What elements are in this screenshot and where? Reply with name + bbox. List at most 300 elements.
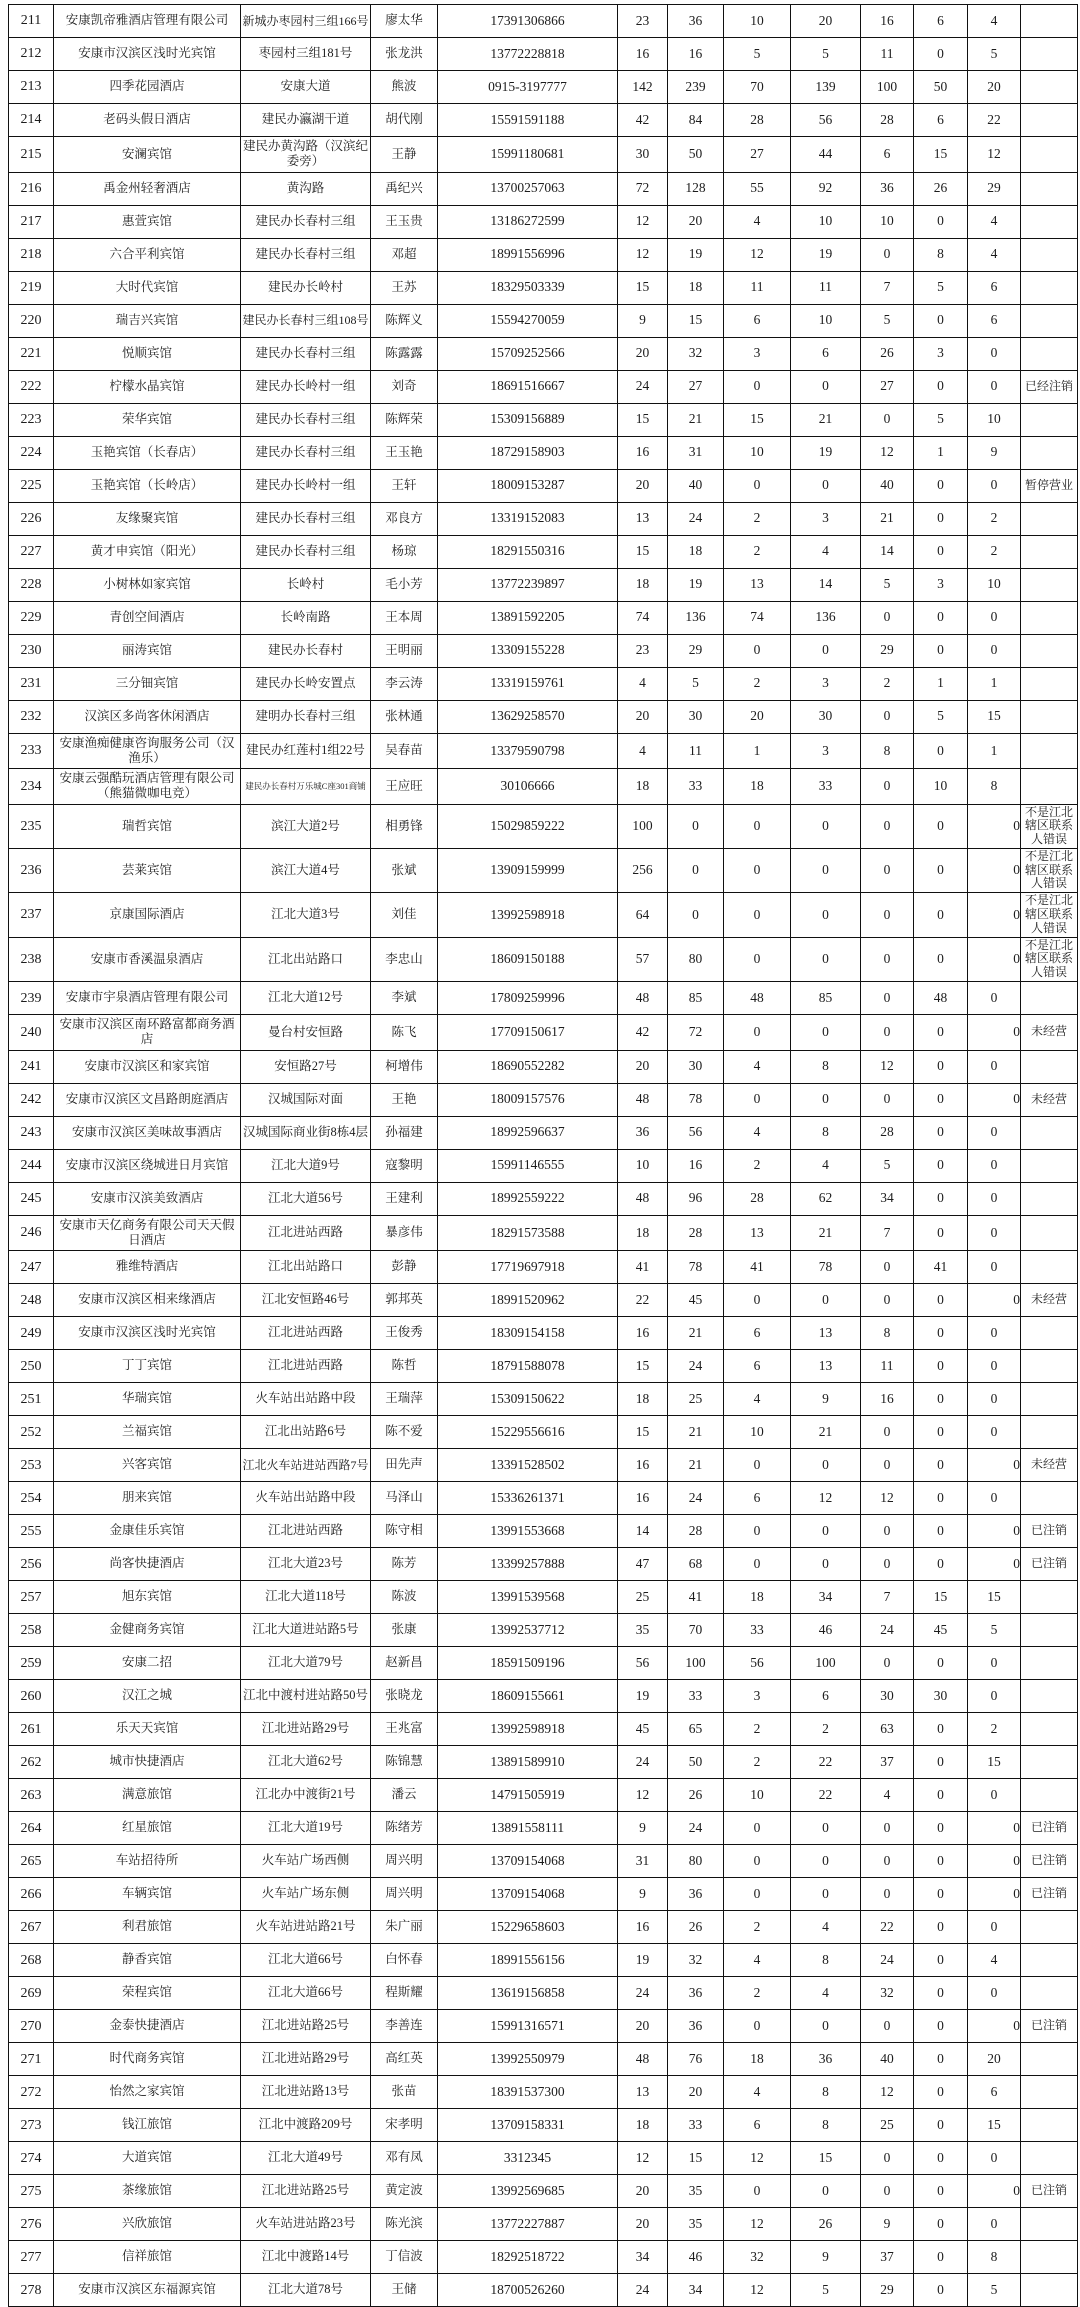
count-value-cell: 4	[968, 5, 1021, 38]
count-value-cell: 32	[668, 1944, 724, 1977]
count-value-cell: 41	[914, 1251, 968, 1284]
remark-cell	[1021, 982, 1078, 1015]
count-value-cell: 0	[968, 2208, 1021, 2241]
remark-cell	[1021, 38, 1078, 71]
count-value-cell: 13	[724, 1215, 791, 1251]
table-row	[9, 769, 1078, 805]
count-value-cell: 5	[724, 38, 791, 71]
address-cell: 建民办长岭村一组	[241, 370, 371, 403]
count-value-cell: 0	[914, 304, 968, 337]
count-value-cell: 16	[861, 5, 914, 38]
count-value-cell: 72	[668, 1015, 724, 1051]
phone-number-cell: 15594270059	[438, 304, 618, 337]
count-value-cell: 62	[791, 1182, 861, 1215]
count-value-cell: 7	[861, 271, 914, 304]
count-value-cell: 26	[861, 337, 914, 370]
row-number-cell: 254	[9, 1482, 54, 1515]
count-value-cell: 13	[791, 1350, 861, 1383]
count-value-cell: 21	[791, 403, 861, 436]
phone-number-cell: 13992569685	[438, 2175, 618, 2208]
count-value-cell: 4	[724, 1944, 791, 1977]
count-value-cell: 18	[618, 2109, 668, 2142]
count-value-cell: 2	[968, 535, 1021, 568]
table-row	[9, 1581, 1078, 1614]
count-value-cell: 12	[724, 2142, 791, 2175]
count-value-cell: 20	[618, 2175, 668, 2208]
contact-name-cell: 赵新昌	[371, 1647, 438, 1680]
count-value-cell: 36	[668, 2010, 724, 2043]
remark-cell	[1021, 1911, 1078, 1944]
count-value-cell: 0	[914, 893, 968, 937]
contact-name-cell: 陈光滨	[371, 2208, 438, 2241]
hotel-name-cell: 青创空间酒店	[54, 601, 241, 634]
row-number-cell: 276	[9, 2208, 54, 2241]
count-value-cell: 5	[791, 38, 861, 71]
count-value-cell: 19	[618, 1944, 668, 1977]
hotel-name-cell: 荣程宾馆	[54, 1977, 241, 2010]
count-value-cell: 5	[968, 2274, 1021, 2307]
count-value-cell: 24	[861, 1614, 914, 1647]
count-value-cell: 2	[724, 535, 791, 568]
count-value-cell: 20	[668, 2076, 724, 2109]
count-value-cell: 40	[861, 469, 914, 502]
count-value-cell: 63	[861, 1713, 914, 1746]
count-value-cell: 0	[914, 1116, 968, 1149]
count-value-cell: 7	[861, 1581, 914, 1614]
table-row	[9, 601, 1078, 634]
hotel-name-cell: 雅维特酒店	[54, 1251, 241, 1284]
count-value-cell: 0	[914, 1812, 968, 1845]
phone-number-cell: 13309155228	[438, 634, 618, 667]
count-value-cell: 23	[618, 5, 668, 38]
hotel-name-cell: 大道宾馆	[54, 2142, 241, 2175]
table-row	[9, 893, 1078, 937]
count-value-cell: 256	[618, 848, 668, 892]
table-row	[9, 502, 1078, 535]
contact-name-cell: 陈辉荣	[371, 403, 438, 436]
count-value-cell: 0	[724, 370, 791, 403]
count-value-cell: 48	[618, 1182, 668, 1215]
count-value-cell: 100	[861, 71, 914, 104]
count-value-cell: 76	[668, 2043, 724, 2076]
count-value-cell: 9	[791, 2241, 861, 2274]
count-value-cell: 0	[861, 1515, 914, 1548]
remark-cell: 不是江北辖区联系人错误	[1021, 893, 1078, 937]
contact-name-cell: 陈不爱	[371, 1416, 438, 1449]
contact-name-cell: 李善连	[371, 2010, 438, 2043]
phone-number-cell: 13772227887	[438, 2208, 618, 2241]
address-cell: 江北大道3号	[241, 893, 371, 937]
count-value-cell: 0	[914, 502, 968, 535]
hotel-name-cell: 瑞吉兴宾馆	[54, 304, 241, 337]
count-value-cell: 10	[914, 769, 968, 805]
count-value-cell: 4	[861, 1779, 914, 1812]
count-value-cell: 20	[791, 5, 861, 38]
count-value-cell: 0	[968, 1149, 1021, 1182]
count-value-cell: 85	[791, 982, 861, 1015]
count-value-cell: 18	[668, 535, 724, 568]
address-cell: 枣园村三组181号	[241, 38, 371, 71]
contact-name-cell: 张斌	[371, 848, 438, 892]
contact-name-cell: 王应旺	[371, 769, 438, 805]
remark-cell: 已注销	[1021, 2175, 1078, 2208]
contact-name-cell: 黄定波	[371, 2175, 438, 2208]
count-value-cell: 0	[914, 1149, 968, 1182]
count-value-cell: 10	[724, 436, 791, 469]
remark-cell: 已经注销	[1021, 370, 1078, 403]
contact-name-cell: 王苏	[371, 271, 438, 304]
count-value-cell: 12	[861, 1482, 914, 1515]
hotel-name-cell: 静香宾馆	[54, 1944, 241, 1977]
count-value-cell: 0	[668, 893, 724, 937]
count-value-cell: 11	[861, 38, 914, 71]
table-row	[9, 733, 1078, 769]
count-value-cell: 34	[618, 2241, 668, 2274]
count-value-cell: 26	[668, 1911, 724, 1944]
count-value-cell: 0	[968, 1182, 1021, 1215]
phone-number-cell: 13992537712	[438, 1614, 618, 1647]
table-row	[9, 2208, 1078, 2241]
phone-number-cell: 18691516667	[438, 370, 618, 403]
count-value-cell: 36	[668, 5, 724, 38]
row-number-cell: 264	[9, 1812, 54, 1845]
remark-cell	[1021, 337, 1078, 370]
contact-name-cell: 周兴明	[371, 1878, 438, 1911]
row-number-cell: 217	[9, 205, 54, 238]
remark-cell	[1021, 403, 1078, 436]
count-value-cell: 0	[914, 1317, 968, 1350]
address-cell: 江北中渡路14号	[241, 2241, 371, 2274]
count-value-cell: 80	[668, 1845, 724, 1878]
count-value-cell: 0	[791, 634, 861, 667]
count-value-cell: 0	[968, 634, 1021, 667]
table-row	[9, 104, 1078, 137]
count-value-cell: 0	[968, 1083, 1021, 1116]
count-value-cell: 24	[618, 1977, 668, 2010]
remark-cell	[1021, 1149, 1078, 1182]
table-row	[9, 1182, 1078, 1215]
hotel-name-cell: 小树林如家宾馆	[54, 568, 241, 601]
count-value-cell: 0	[791, 370, 861, 403]
count-value-cell: 0	[914, 1050, 968, 1083]
count-value-cell: 78	[791, 1251, 861, 1284]
count-value-cell: 16	[618, 436, 668, 469]
count-value-cell: 0	[914, 2241, 968, 2274]
count-value-cell: 0	[968, 1284, 1021, 1317]
remark-cell: 不是江北辖区联系人错误	[1021, 804, 1078, 848]
count-value-cell: 24	[668, 502, 724, 535]
count-value-cell: 0	[914, 1350, 968, 1383]
row-number-cell: 219	[9, 271, 54, 304]
hotel-name-cell: 四季花园酒店	[54, 71, 241, 104]
table-row	[9, 1215, 1078, 1251]
phone-number-cell: 17709150617	[438, 1015, 618, 1051]
count-value-cell: 0	[968, 1812, 1021, 1845]
row-number-cell: 230	[9, 634, 54, 667]
count-value-cell: 35	[668, 2175, 724, 2208]
row-number-cell: 248	[9, 1284, 54, 1317]
phone-number-cell: 13991553668	[438, 1515, 618, 1548]
count-value-cell: 26	[791, 2208, 861, 2241]
count-value-cell: 15	[914, 137, 968, 173]
remark-cell	[1021, 667, 1078, 700]
count-value-cell: 45	[618, 1713, 668, 1746]
count-value-cell: 78	[668, 1083, 724, 1116]
count-value-cell: 10	[618, 1149, 668, 1182]
table-row	[9, 2109, 1078, 2142]
count-value-cell: 0	[724, 2175, 791, 2208]
count-value-cell: 6	[968, 271, 1021, 304]
count-value-cell: 139	[791, 71, 861, 104]
count-value-cell: 30	[861, 1680, 914, 1713]
address-cell: 火车站广场东侧	[241, 1878, 371, 1911]
phone-number-cell: 17719697918	[438, 1251, 618, 1284]
contact-name-cell: 寇黎明	[371, 1149, 438, 1182]
count-value-cell: 33	[668, 2109, 724, 2142]
contact-name-cell: 张康	[371, 1614, 438, 1647]
count-value-cell: 46	[668, 2241, 724, 2274]
count-value-cell: 45	[668, 1284, 724, 1317]
count-value-cell: 0	[861, 1878, 914, 1911]
hotel-name-cell: 安康市汉滨区和家宾馆	[54, 1050, 241, 1083]
count-value-cell: 21	[861, 502, 914, 535]
count-value-cell: 15	[968, 2109, 1021, 2142]
remark-cell	[1021, 1416, 1078, 1449]
count-value-cell: 12	[724, 2274, 791, 2307]
address-cell: 江北出站路口	[241, 937, 371, 981]
phone-number-cell: 17809259996	[438, 982, 618, 1015]
count-value-cell: 0	[724, 1548, 791, 1581]
row-number-cell: 226	[9, 502, 54, 535]
count-value-cell: 6	[968, 2076, 1021, 2109]
hotel-name-cell: 金健商务宾馆	[54, 1614, 241, 1647]
count-value-cell: 45	[914, 1614, 968, 1647]
count-value-cell: 72	[618, 172, 668, 205]
contact-name-cell: 张晓龙	[371, 1680, 438, 1713]
phone-number-cell: 18009157576	[438, 1083, 618, 1116]
table-row	[9, 568, 1078, 601]
count-value-cell: 0	[914, 1182, 968, 1215]
remark-cell	[1021, 205, 1078, 238]
table-row	[9, 937, 1078, 981]
count-value-cell: 6	[724, 1317, 791, 1350]
hotel-name-cell: 时代商务宾馆	[54, 2043, 241, 2076]
row-number-cell: 214	[9, 104, 54, 137]
count-value-cell: 48	[724, 982, 791, 1015]
count-value-cell: 74	[724, 601, 791, 634]
hotel-name-cell: 汉滨区多尚客休闲酒店	[54, 700, 241, 733]
count-value-cell: 0	[914, 2043, 968, 2076]
count-value-cell: 35	[618, 1614, 668, 1647]
count-value-cell: 27	[861, 370, 914, 403]
table-row	[9, 1116, 1078, 1149]
hotel-name-cell: 黄才申宾馆（阳光）	[54, 535, 241, 568]
count-value-cell: 4	[968, 238, 1021, 271]
contact-name-cell: 刘佳	[371, 893, 438, 937]
hotel-name-cell: 安康市汉滨区南环路富都商务酒店	[54, 1015, 241, 1051]
count-value-cell: 25	[618, 1581, 668, 1614]
count-value-cell: 18	[724, 1581, 791, 1614]
count-value-cell: 3	[791, 733, 861, 769]
row-number-cell: 243	[9, 1116, 54, 1149]
address-cell: 江北进站西路	[241, 1215, 371, 1251]
count-value-cell: 9	[618, 304, 668, 337]
count-value-cell: 15	[968, 700, 1021, 733]
count-value-cell: 0	[861, 1647, 914, 1680]
count-value-cell: 84	[668, 104, 724, 137]
hotel-name-cell: 安康市汉滨区浅时光宾馆	[54, 1317, 241, 1350]
address-cell: 江北安恒路46号	[241, 1284, 371, 1317]
remark-cell	[1021, 1746, 1078, 1779]
contact-name-cell: 王艳	[371, 1083, 438, 1116]
contact-name-cell: 刘奇	[371, 370, 438, 403]
address-cell: 江北大道9号	[241, 1149, 371, 1182]
count-value-cell: 0	[914, 1215, 968, 1251]
table-row	[9, 2274, 1078, 2307]
address-cell: 江北进站路29号	[241, 1713, 371, 1746]
table-row	[9, 137, 1078, 173]
phone-number-cell: 13186272599	[438, 205, 618, 238]
row-number-cell: 236	[9, 848, 54, 892]
address-cell: 江北大道49号	[241, 2142, 371, 2175]
contact-name-cell: 王本周	[371, 601, 438, 634]
count-value-cell: 0	[724, 1878, 791, 1911]
count-value-cell: 2	[724, 1977, 791, 2010]
row-number-cell: 231	[9, 667, 54, 700]
address-cell: 江北大道19号	[241, 1812, 371, 1845]
count-value-cell: 47	[618, 1548, 668, 1581]
row-number-cell: 255	[9, 1515, 54, 1548]
count-value-cell: 0	[791, 893, 861, 937]
table-row	[9, 1251, 1078, 1284]
remark-cell	[1021, 1050, 1078, 1083]
count-value-cell: 0	[968, 1015, 1021, 1051]
count-value-cell: 16	[668, 38, 724, 71]
remark-cell	[1021, 304, 1078, 337]
count-value-cell: 12	[724, 2208, 791, 2241]
table-row	[9, 2142, 1078, 2175]
count-value-cell: 0	[914, 1779, 968, 1812]
contact-name-cell: 田先声	[371, 1449, 438, 1482]
count-value-cell: 2	[724, 502, 791, 535]
count-value-cell: 11	[861, 1350, 914, 1383]
count-value-cell: 4	[724, 1116, 791, 1149]
address-cell: 江北大道79号	[241, 1647, 371, 1680]
count-value-cell: 0	[914, 1878, 968, 1911]
contact-name-cell: 胡代刚	[371, 104, 438, 137]
hotel-name-cell: 安康二招	[54, 1647, 241, 1680]
table-row	[9, 1647, 1078, 1680]
contact-name-cell: 邓超	[371, 238, 438, 271]
count-value-cell: 0	[968, 893, 1021, 937]
count-value-cell: 0	[861, 1845, 914, 1878]
count-value-cell: 19	[618, 1680, 668, 1713]
table-row	[9, 982, 1078, 1015]
table-row	[9, 1083, 1078, 1116]
address-cell: 火车站进站路21号	[241, 1911, 371, 1944]
count-value-cell: 5	[914, 403, 968, 436]
remark-cell	[1021, 137, 1078, 173]
count-value-cell: 22	[791, 1746, 861, 1779]
count-value-cell: 19	[791, 436, 861, 469]
row-number-cell: 246	[9, 1215, 54, 1251]
count-value-cell: 0	[968, 1215, 1021, 1251]
address-cell: 建民办红莲村1组22号	[241, 733, 371, 769]
remark-cell	[1021, 1713, 1078, 1746]
count-value-cell: 36	[668, 1977, 724, 2010]
address-cell: 火车站出站路中段	[241, 1383, 371, 1416]
remark-cell: 已注销	[1021, 1812, 1078, 1845]
contact-name-cell: 周兴明	[371, 1845, 438, 1878]
count-value-cell: 0	[968, 2175, 1021, 2208]
count-value-cell: 6	[724, 2109, 791, 2142]
count-value-cell: 18	[618, 568, 668, 601]
count-value-cell: 0	[914, 937, 968, 981]
count-value-cell: 64	[618, 893, 668, 937]
table-row	[9, 1317, 1078, 1350]
table-row	[9, 1845, 1078, 1878]
contact-name-cell: 王明丽	[371, 634, 438, 667]
count-value-cell: 0	[861, 769, 914, 805]
phone-number-cell: 13992598918	[438, 1713, 618, 1746]
remark-cell	[1021, 1944, 1078, 1977]
hotel-name-cell: 安康市天亿商务有限公司天天假日酒店	[54, 1215, 241, 1251]
hotel-name-cell: 安康市宇泉酒店管理有限公司	[54, 982, 241, 1015]
remark-cell: 已注销	[1021, 1515, 1078, 1548]
count-value-cell: 136	[668, 601, 724, 634]
count-value-cell: 50	[668, 1746, 724, 1779]
hotel-name-cell: 安康云强酷玩酒店管理有限公司（熊猫微咖电竞）	[54, 769, 241, 805]
hotel-name-cell: 车站招待所	[54, 1845, 241, 1878]
count-value-cell: 20	[618, 2010, 668, 2043]
count-value-cell: 0	[914, 1083, 968, 1116]
count-value-cell: 13	[791, 1317, 861, 1350]
row-number-cell: 250	[9, 1350, 54, 1383]
phone-number-cell: 15991316571	[438, 2010, 618, 2043]
phone-number-cell: 17391306866	[438, 5, 618, 38]
count-value-cell: 5	[968, 1614, 1021, 1647]
contact-name-cell: 王建利	[371, 1182, 438, 1215]
address-cell: 建民办长岭村	[241, 271, 371, 304]
count-value-cell: 0	[914, 38, 968, 71]
phone-number-cell: 18329503339	[438, 271, 618, 304]
count-value-cell: 0	[861, 700, 914, 733]
phone-number-cell: 15309150622	[438, 1383, 618, 1416]
count-value-cell: 12	[861, 2076, 914, 2109]
phone-number-cell: 18991556996	[438, 238, 618, 271]
contact-name-cell: 孙福建	[371, 1116, 438, 1149]
phone-number-cell: 15591591188	[438, 104, 618, 137]
address-cell: 建民办长春村三组	[241, 205, 371, 238]
count-value-cell: 5	[861, 568, 914, 601]
contact-name-cell: 杨琼	[371, 535, 438, 568]
count-value-cell: 92	[791, 172, 861, 205]
contact-name-cell: 张林通	[371, 700, 438, 733]
count-value-cell: 0	[861, 1284, 914, 1317]
row-number-cell: 273	[9, 2109, 54, 2142]
count-value-cell: 0	[791, 937, 861, 981]
count-value-cell: 0	[968, 1911, 1021, 1944]
count-value-cell: 0	[968, 1449, 1021, 1482]
count-value-cell: 2	[724, 1149, 791, 1182]
row-number-cell: 251	[9, 1383, 54, 1416]
count-value-cell: 24	[668, 1812, 724, 1845]
count-value-cell: 6	[724, 304, 791, 337]
count-value-cell: 80	[668, 937, 724, 981]
hotel-name-cell: 金泰快捷酒店	[54, 2010, 241, 2043]
count-value-cell: 6	[861, 137, 914, 173]
count-value-cell: 34	[791, 1581, 861, 1614]
